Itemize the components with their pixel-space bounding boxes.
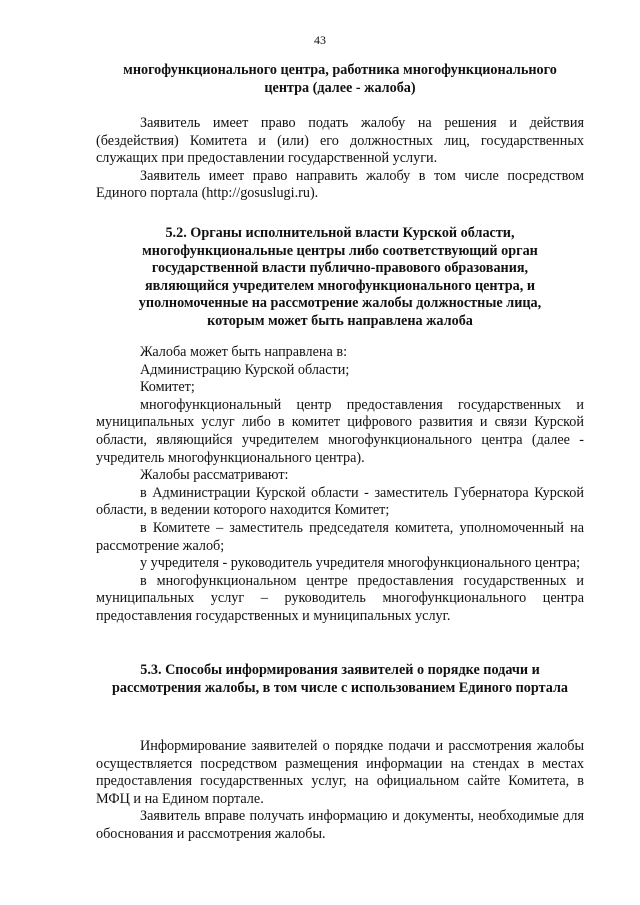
paragraph: Заявитель вправе получать информацию и документы, необходимые для обоснования и рассмотрения жалобы. — [96, 808, 584, 842]
paragraph: Заявитель имеет право направить жалобу в том числе посредством Единого портала (http://gosuslugi.ru). — [96, 167, 584, 202]
list-item: Жалоба может быть направлена в: — [140, 344, 348, 360]
section-heading-line: многофункциональные центры либо соответствующий орган — [142, 242, 538, 259]
section-heading-line: 5.3. Способы информирования заявителей о порядке подачи и — [140, 662, 540, 678]
section-heading-line: рассмотрения жалобы, в том числе с использованием Единого портала — [111, 679, 568, 696]
list-item: у учредителя - руководитель учредителя многофункционального центра; — [140, 555, 581, 572]
section-heading-line: многофункционального центра, работника многофункционального — [123, 62, 557, 78]
section-5-1-tail — [96, 62, 584, 97]
list-item: Комитет; — [140, 379, 195, 396]
list-item: Жалобы рассматривают: — [140, 467, 289, 484]
list-item: в Администрации Курской области - заместитель Губернатора Курской области, в ведении которого находится Комитет; — [96, 484, 584, 519]
section-heading-line: уполномоченные на рассмотрение жалобы должностные лица, — [138, 295, 542, 312]
section-5-3-body — [96, 738, 584, 844]
page-number: 43 — [314, 33, 326, 47]
section-5-3-heading — [96, 662, 584, 697]
section-heading-line: центра (далее - жалоба) — [264, 79, 416, 96]
paragraph: Заявитель имеет право подать жалобу на решения и действия (бездействия) Комитета и (или) его должностных лиц, государственных служащих при предоставлении государственной услуги. — [96, 115, 584, 167]
list-item: многофункциональный центр предоставления государственных и муниципальных услуг либо в комитет цифрового развития и связи Курской области, являющийся учредителем многофункционального центра (далее - учредитель многофункционального центра). — [96, 396, 584, 466]
list-item: в многофункциональном центре предоставления государственных и муниципальных услуг – руководитель многофункционального центра предоставления государственных и муниципальных услуг. — [96, 572, 584, 624]
section-heading-line: 5.2. Органы исполнительной власти Курской области, — [165, 225, 515, 241]
section-5-2-heading — [96, 225, 584, 331]
section-heading-line: являющийся учредителем многофункционального центра, и — [144, 277, 535, 294]
list-item: Администрацию Курской области; — [140, 361, 350, 378]
section-5-1-body — [96, 115, 584, 203]
paragraph: Информирование заявителей о порядке подачи и рассмотрения жалобы осуществляется посредством размещения информации на стендах в местах предоставления государственных услуг, на официальном сайте Комитета, в МФЦ и на Едином портале. — [96, 738, 584, 807]
section-heading-line: которым может быть направлена жалоба — [207, 312, 473, 329]
list-item: в Комитете – заместитель председателя комитета, уполномоченный на рассмотрение жалоб; — [96, 519, 584, 554]
section-5-2-body — [96, 344, 584, 626]
section-heading-line: государственной власти публично-правового образования, — [151, 260, 529, 277]
